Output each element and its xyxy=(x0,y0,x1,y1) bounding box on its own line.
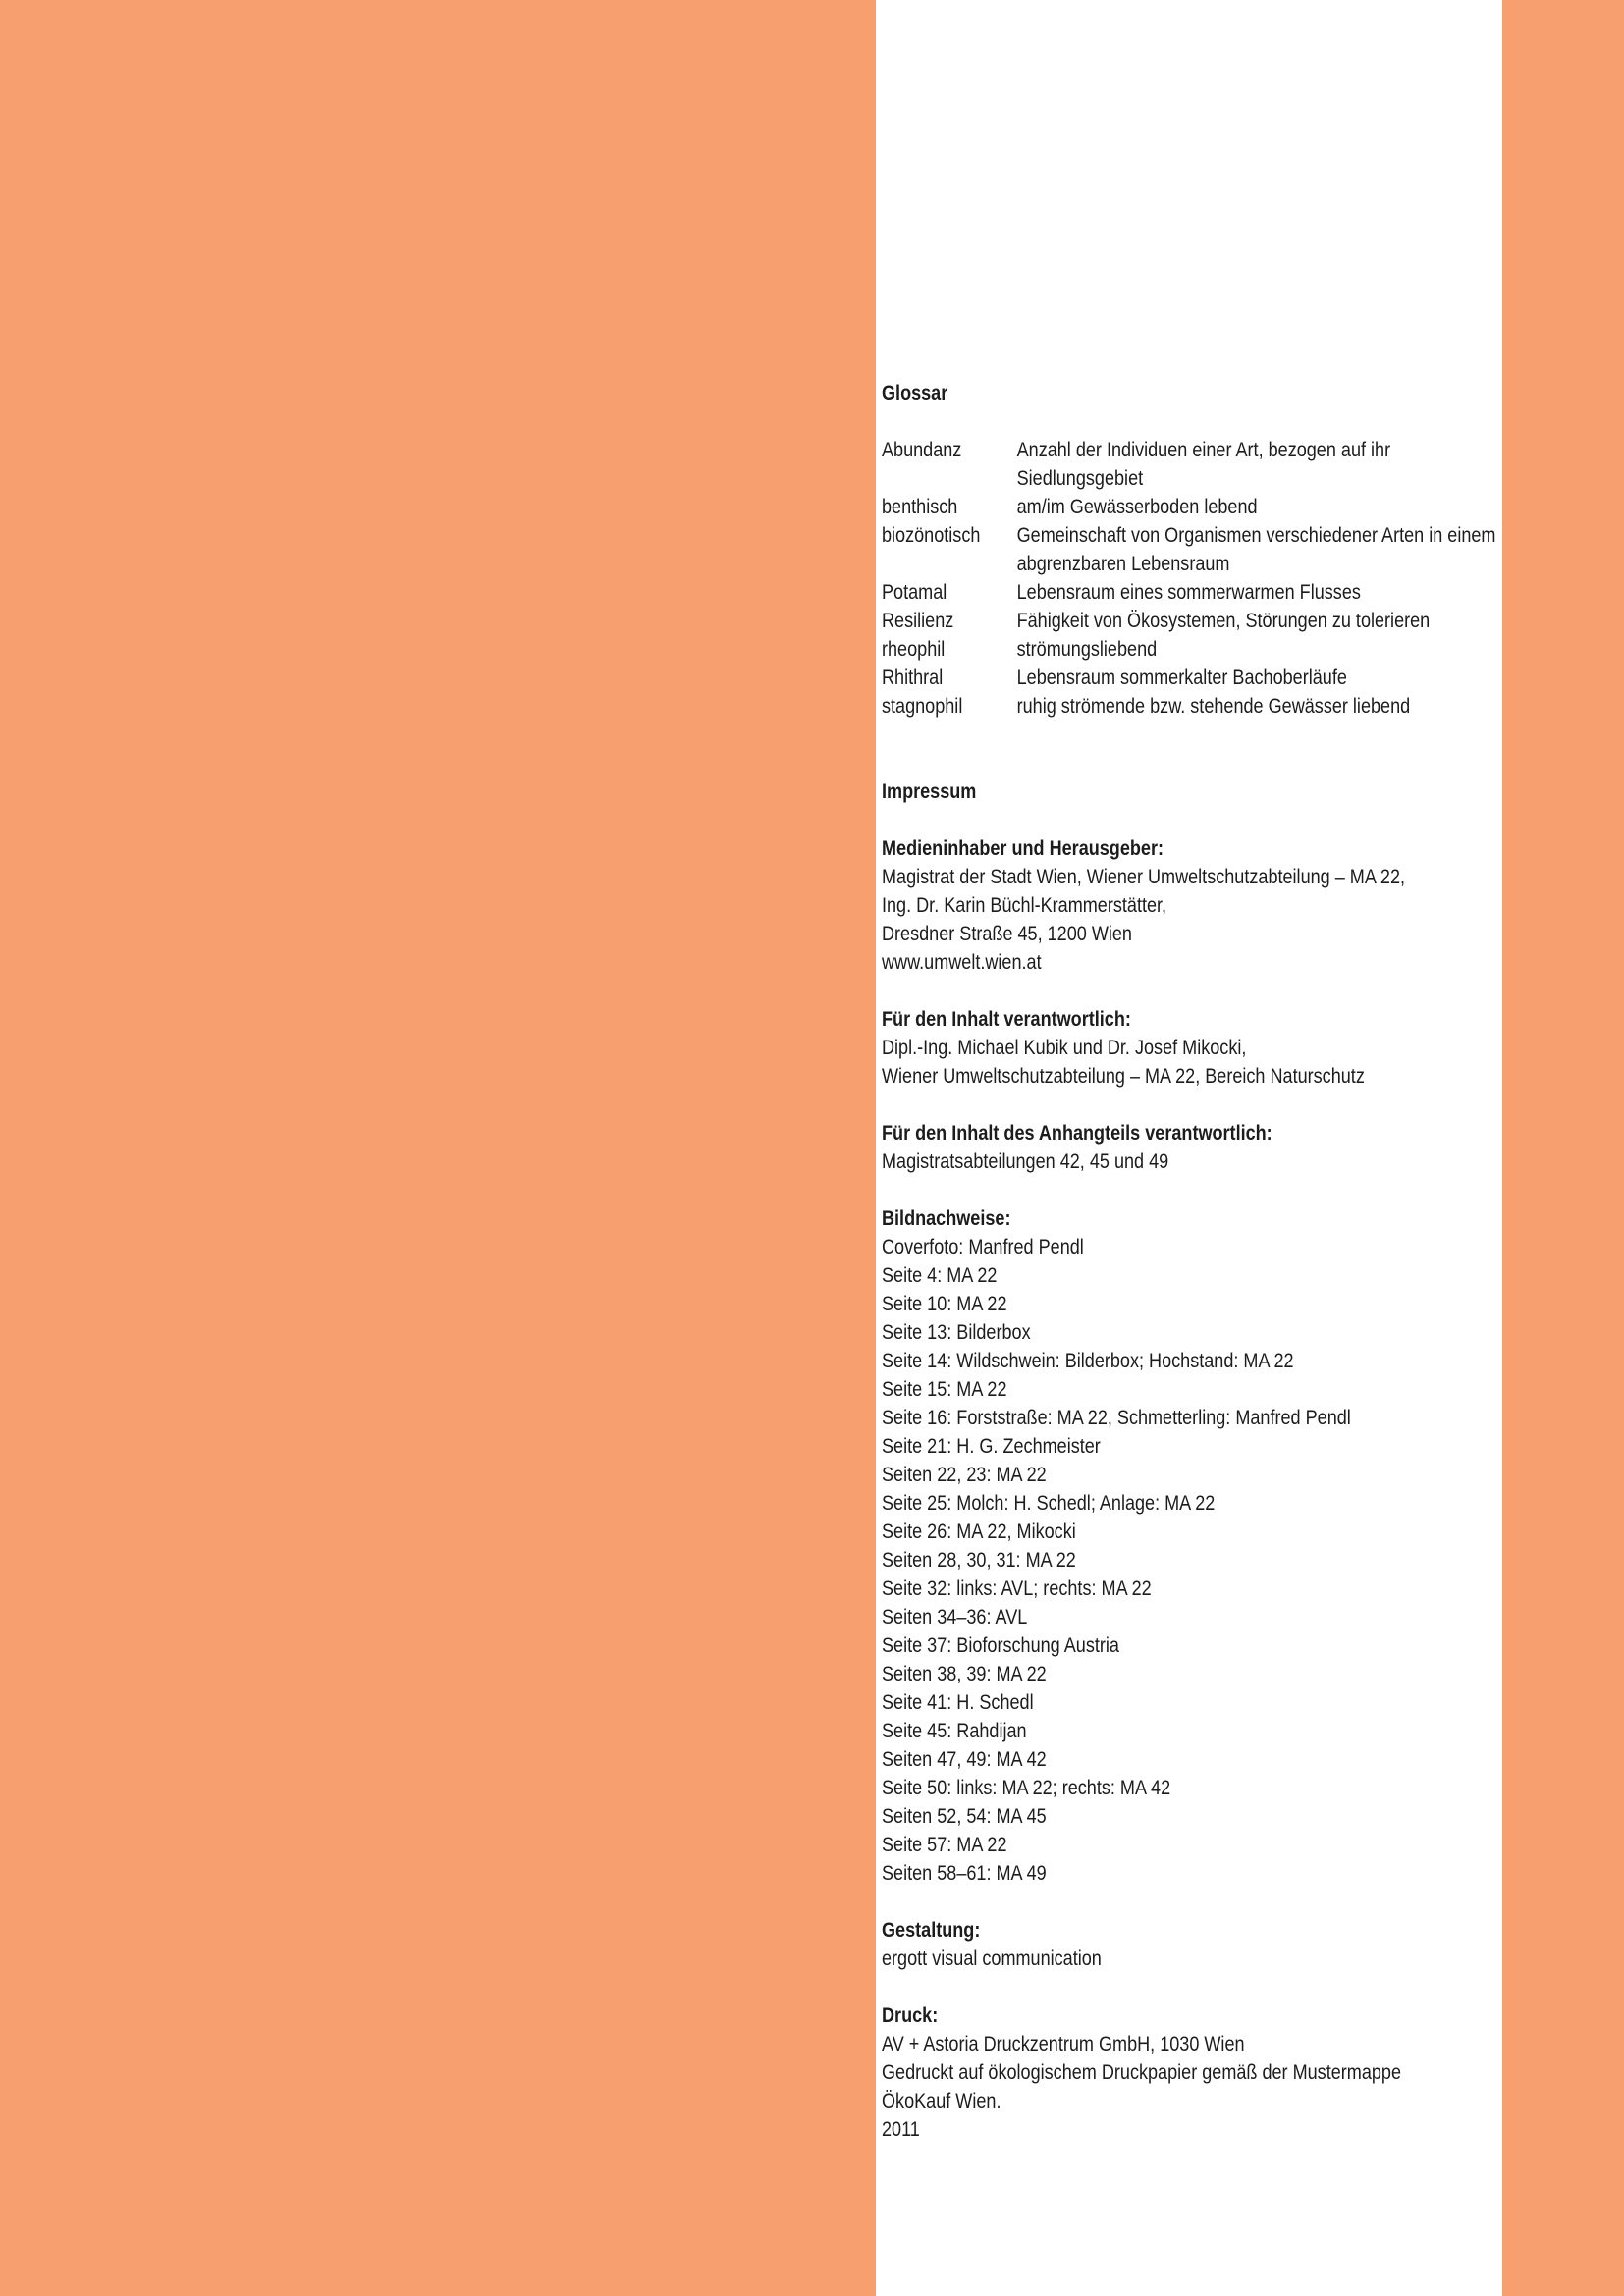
impressum-line: Seite 32: links: AVL; rechts: MA 22 xyxy=(882,1577,1152,1600)
impressum-section-heading: Bildnachweise: xyxy=(882,1207,1011,1230)
impressum-line: Wiener Umweltschutzabteilung – MA 22, Bereich Naturschutz xyxy=(882,1065,1365,1088)
glossar-definition: strömungsliebend xyxy=(1016,638,1158,661)
impressum-line: Seite 15: MA 22 xyxy=(882,1378,1007,1401)
impressum-line: Seite 10: MA 22 xyxy=(882,1293,1007,1315)
glossar-entry xyxy=(882,578,1496,607)
impressum-line: Seite 50: links: MA 22; rechts: MA 42 xyxy=(882,1777,1171,1799)
impressum-line: ergott visual communication xyxy=(882,1948,1102,1970)
impressum-line: Ing. Dr. Karin Büchl-Krammerstätter, xyxy=(882,894,1167,917)
impressum-section-heading: Gestaltung: xyxy=(882,1919,981,1942)
impressum-line: Seite 37: Bioforschung Austria xyxy=(882,1634,1119,1657)
glossar-term: rheophil xyxy=(882,638,946,661)
impressum-line: Seite 4: MA 22 xyxy=(882,1264,998,1287)
impressum-section xyxy=(882,834,1496,977)
glossar-definition: Lebensraum sommerkalter Bachoberläufe xyxy=(1016,667,1347,689)
impressum-line: Seite 13: Bilderbox xyxy=(882,1321,1031,1344)
impressum-line: Seite 45: Rahdijan xyxy=(882,1720,1027,1742)
impressum-line: Seiten 58–61: MA 49 xyxy=(882,1862,1047,1885)
impressum-line: Dipl.-Ing. Michael Kubik und Dr. Josef Mikocki, xyxy=(882,1037,1247,1059)
glossar-entry xyxy=(882,607,1496,635)
impressum-section xyxy=(882,1119,1496,1176)
glossar-definition: Fähigkeit von Ökosystemen, Störungen zu tolerieren xyxy=(1016,610,1431,632)
impressum-line: 2011 xyxy=(882,2118,920,2141)
glossar-entry xyxy=(882,493,1496,521)
impressum-section xyxy=(882,2002,1496,2144)
glossar-entry xyxy=(882,635,1496,664)
impressum-line: Coverfoto: Manfred Pendl xyxy=(882,1236,1084,1258)
impressum-line: Seiten 22, 23: MA 22 xyxy=(882,1464,1047,1486)
impressum-line: Seite 16: Forststraße: MA 22, Schmetterling: Manfred Pendl xyxy=(882,1407,1351,1429)
impressum-line: Seiten 28, 30, 31: MA 22 xyxy=(882,1549,1076,1572)
document-page xyxy=(876,0,1502,2296)
glossar-term: stagnophil xyxy=(882,695,963,718)
glossar-title: Glossar xyxy=(882,382,948,404)
impressum-line: Seiten 38, 39: MA 22 xyxy=(882,1663,1047,1685)
glossar-entry xyxy=(882,521,1496,578)
impressum-section xyxy=(882,1916,1496,1973)
glossar-definition: Anzahl der Individuen einer Art, bezogen auf ihr Siedlungsgebiet xyxy=(1016,439,1391,490)
impressum-line: Dresdner Straße 45, 1200 Wien xyxy=(882,923,1132,945)
impressum-line: Seiten 47, 49: MA 42 xyxy=(882,1748,1047,1771)
glossar-term: Resilienz xyxy=(882,610,954,632)
glossar-definition: Lebensraum eines sommerwarmen Flusses xyxy=(1016,581,1361,604)
impressum-section-heading: Medieninhaber und Herausgeber: xyxy=(882,837,1164,860)
glossar-entry xyxy=(882,664,1496,692)
glossar-term: benthisch xyxy=(882,496,958,518)
impressum-section-heading: Für den Inhalt des Anhangteils verantwortlich: xyxy=(882,1122,1272,1145)
impressum-line: Seite 57: MA 22 xyxy=(882,1834,1007,1856)
impressum-line: Seite 14: Wildschwein: Bilderbox; Hochstand: MA 22 xyxy=(882,1350,1294,1372)
glossar-term: Rhithral xyxy=(882,667,944,689)
glossar-term: biozönotisch xyxy=(882,524,981,547)
glossar-definition: Gemeinschaft von Organismen verschiedener Arten in einem abgrenzbaren Lebensraum xyxy=(1016,524,1496,575)
glossar-entry xyxy=(882,436,1496,493)
glossar-term: Abundanz xyxy=(882,439,962,461)
impressum-line: Magistrat der Stadt Wien, Wiener Umweltschutzabteilung – MA 22, xyxy=(882,866,1406,888)
impressum-section-heading: Für den Inhalt verantwortlich: xyxy=(882,1008,1131,1031)
glossar-definition: am/im Gewässerboden lebend xyxy=(1016,496,1258,518)
impressum-line: AV + Astoria Druckzentrum GmbH, 1030 Wien xyxy=(882,2033,1245,2056)
impressum-line: Magistratsabteilungen 42, 45 und 49 xyxy=(882,1150,1169,1173)
glossar-list xyxy=(882,436,1496,721)
glossar-definition: ruhig strömende bzw. stehende Gewässer liebend xyxy=(1016,695,1411,718)
impressum-section-heading: Druck: xyxy=(882,2004,939,2027)
impressum-sections xyxy=(882,806,1496,2144)
glossar-term: Potamal xyxy=(882,581,947,604)
impressum-line: ÖkoKauf Wien. xyxy=(882,2090,1001,2112)
impressum-line: Seite 25: Molch: H. Schedl; Anlage: MA 22 xyxy=(882,1492,1216,1515)
impressum-section xyxy=(882,1204,1496,1888)
page-content xyxy=(882,379,1496,2144)
impressum-line: www.umwelt.wien.at xyxy=(882,951,1042,974)
impressum-section xyxy=(882,1005,1496,1091)
impressum-line: Seite 21: H. G. Zechmeister xyxy=(882,1435,1101,1458)
impressum-line: Seiten 34–36: AVL xyxy=(882,1606,1028,1629)
glossar-entry xyxy=(882,692,1496,721)
impressum-line: Seite 26: MA 22, Mikocki xyxy=(882,1521,1076,1543)
impressum-line: Seite 41: H. Schedl xyxy=(882,1691,1034,1714)
impressum-line: Gedruckt auf ökologischem Druckpapier gemäß der Mustermappe xyxy=(882,2061,1402,2084)
impressum-title: Impressum xyxy=(882,780,977,803)
impressum-line: Seiten 52, 54: MA 45 xyxy=(882,1805,1047,1828)
